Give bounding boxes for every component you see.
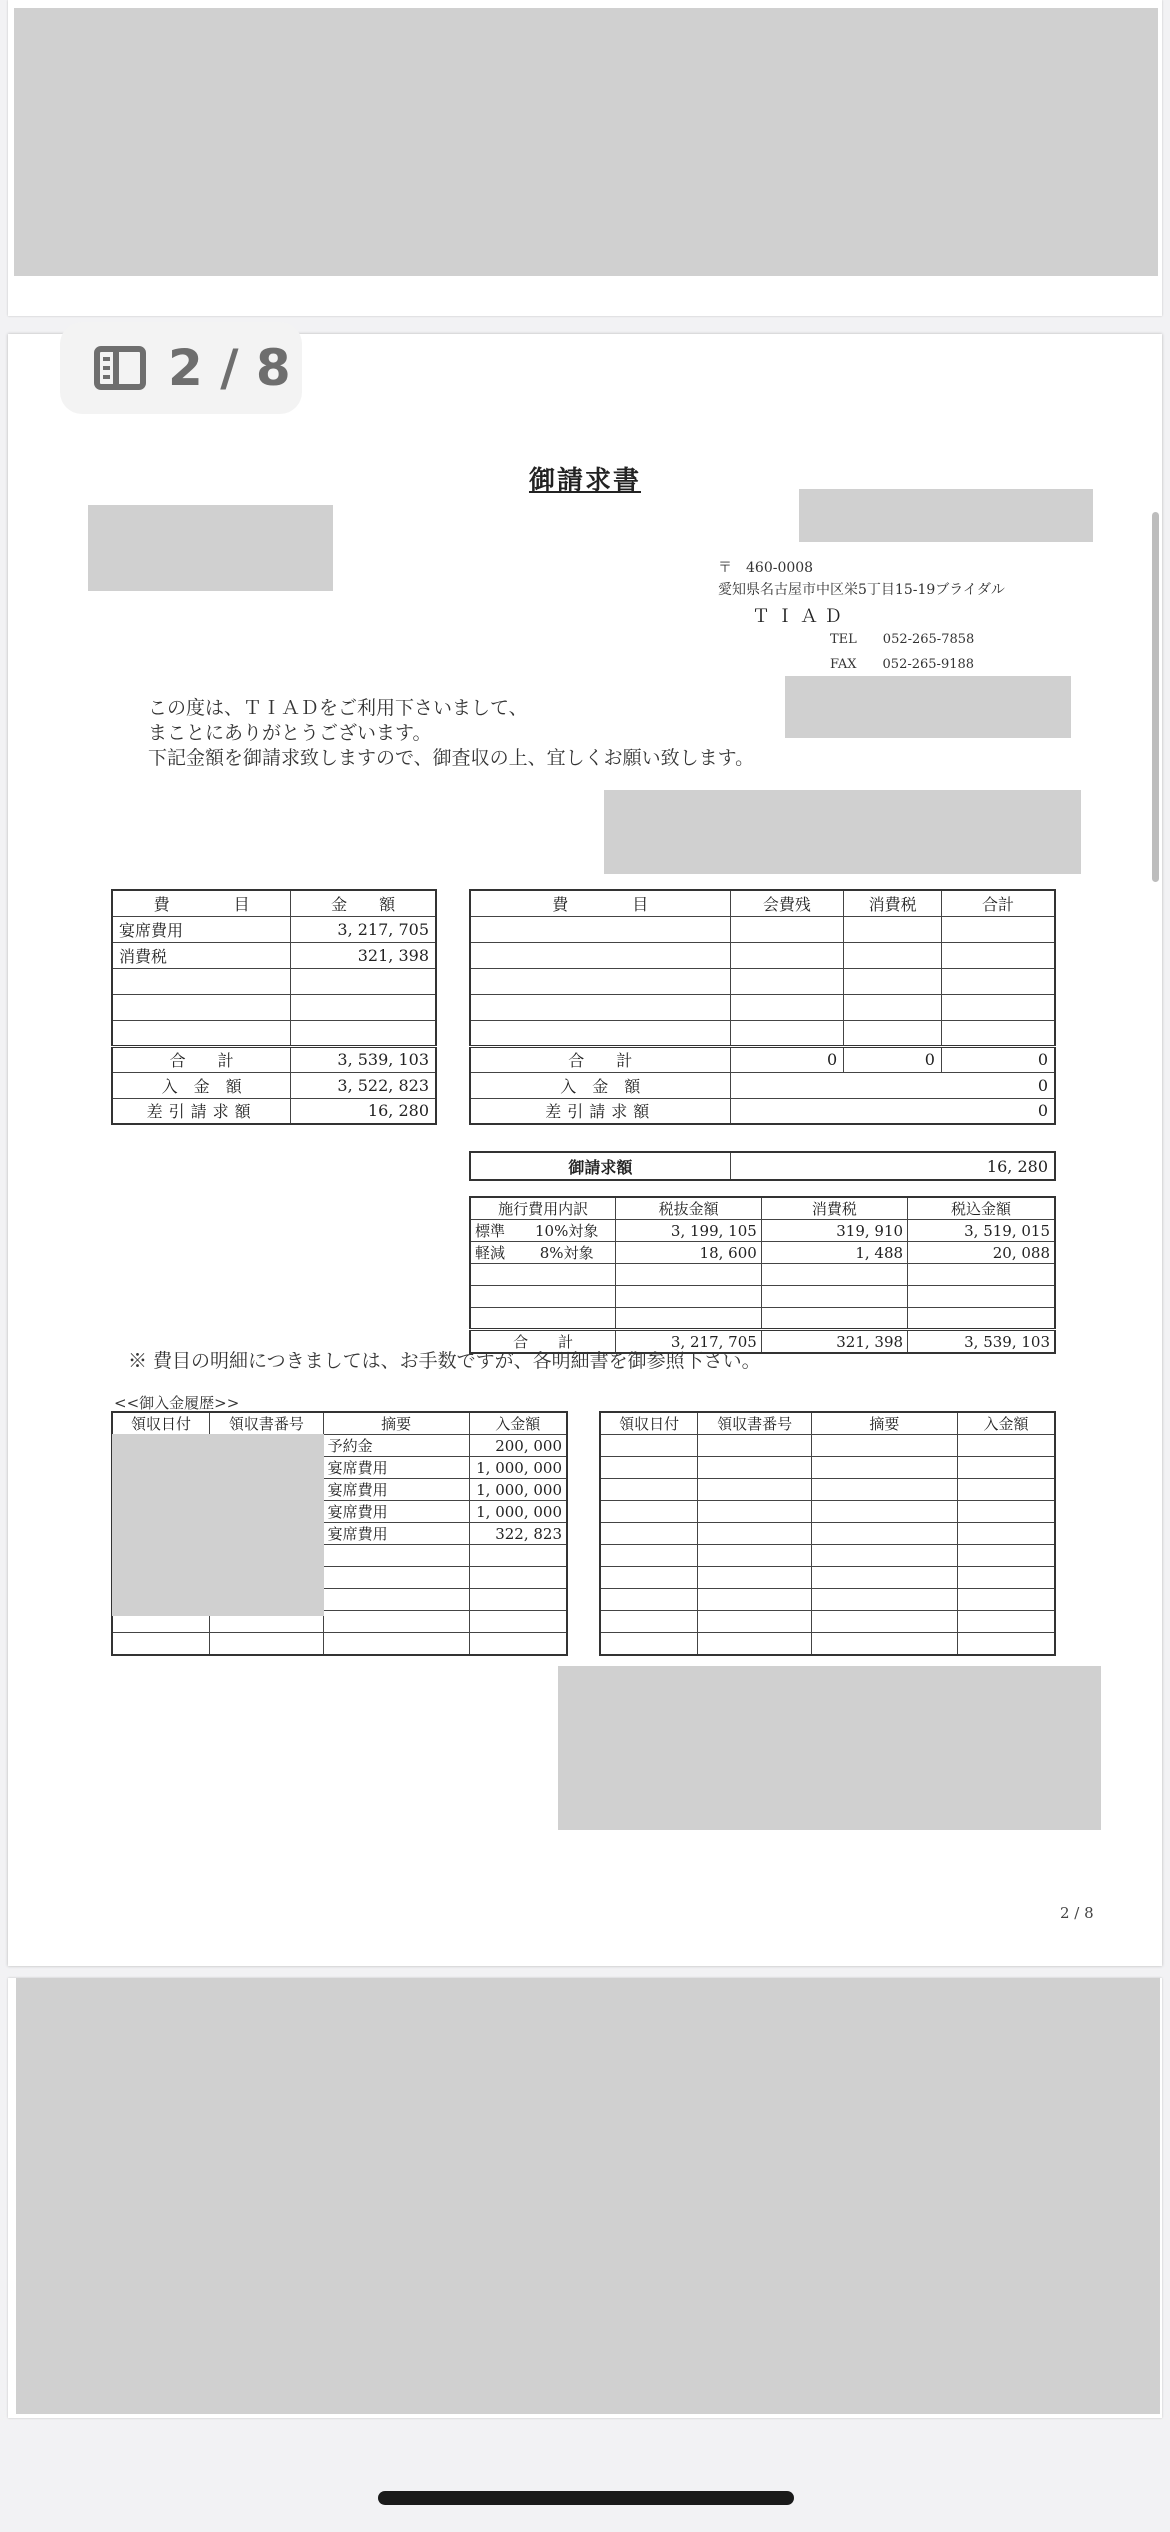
total-value: 3, 539, 103 [291,1046,436,1072]
table-row [470,968,1055,994]
summary-cell: 宴席費用 [323,1523,469,1545]
total-value: 3, 217, 705 [616,1330,761,1354]
summary-cell: 宴席費用 [323,1479,469,1501]
redacted-block [88,505,333,591]
header-cell: 領収書番号 [210,1412,324,1435]
redacted-block [16,1978,1160,2414]
payment-label: 入 金 額 [112,1072,291,1098]
scrollbar[interactable] [1152,512,1159,882]
cell [811,1611,957,1633]
amount-cell: 18, 600 [616,1242,761,1264]
cell [957,1633,1055,1655]
category-cell: 軽減 8%対象 [470,1242,616,1264]
greeting-line: この度は、ＴＩＡＤをご利用下さいまして、 [148,697,528,719]
table-row [112,968,436,994]
item-cell [112,994,291,1020]
table-row [470,1020,1055,1046]
cell [616,1308,761,1330]
table-row [112,942,436,968]
cell [698,1545,812,1567]
cell [941,968,1055,994]
cell [811,1501,957,1523]
cell [811,1523,957,1545]
table-row [112,1633,567,1655]
cell [470,968,730,994]
cell [698,1567,812,1589]
balance-row [112,1098,436,1124]
cell [844,942,942,968]
cell [600,1633,698,1655]
cell [600,1567,698,1589]
cell [210,1633,324,1655]
cell [698,1589,812,1611]
table-row [600,1633,1055,1655]
total-label: 合 計 [470,1330,616,1354]
cell [470,916,730,942]
greeting-text [148,696,754,771]
cell [600,1479,698,1501]
payment-value: 3, 522, 823 [291,1072,436,1098]
cell [470,1264,616,1286]
cell [761,1286,907,1308]
amount-cell [291,1020,436,1046]
balance-row [470,1098,1055,1124]
redacted-block [14,8,1158,276]
cell [698,1633,812,1655]
table-row [600,1523,1055,1545]
greeting-line: まことにありがとうございます。 [148,722,432,744]
balance-label: 差引請求額 [112,1098,291,1124]
cell [698,1479,812,1501]
table-row [600,1567,1055,1589]
summary-cell: 予約金 [323,1435,469,1457]
cell [908,1308,1055,1330]
redacted-block [785,676,1071,738]
cell [112,1633,210,1655]
cell [600,1523,698,1545]
cell [469,1611,567,1633]
header-cell: 入金額 [957,1412,1055,1435]
note-text: ※ 費目の明細につきましては、お手数ですが、各明細書を御参照下さい。 [128,1350,761,1372]
cell [698,1457,812,1479]
cell [761,1308,907,1330]
cell [469,1589,567,1611]
redacted-block [799,489,1093,542]
summary-cell: 宴席費用 [323,1457,469,1479]
total-value: 3, 539, 103 [908,1330,1055,1354]
item-cell [112,1020,291,1046]
total-row [112,1046,436,1072]
total-value: 0 [941,1046,1055,1072]
header-cell: 入金額 [469,1412,567,1435]
total-value: 321, 398 [761,1330,907,1354]
billing-summary-table [111,889,437,1125]
table-row [600,1545,1055,1567]
cell [844,916,942,942]
table-row [112,916,436,942]
cell [470,1020,730,1046]
header-cell: 摘要 [323,1412,469,1435]
cell [730,1020,844,1046]
header-cell: 消費税 [844,890,942,916]
cell [941,942,1055,968]
cell [811,1479,957,1501]
sidebar-toggle-icon [94,346,146,390]
cell [470,1308,616,1330]
cell [470,1286,616,1308]
cell [730,942,844,968]
header-cell: 税込金額 [908,1197,1055,1220]
header-cell: 摘要 [811,1412,957,1435]
document-title: 御請求書 [528,466,641,496]
amount-cell [291,968,436,994]
cell [323,1633,469,1655]
cell [957,1501,1055,1523]
table-row [600,1611,1055,1633]
cell [844,968,942,994]
cell [600,1545,698,1567]
cell [844,1020,942,1046]
amount-cell: 319, 910 [761,1220,907,1242]
table-row [470,1286,1055,1308]
payment-row [112,1072,436,1098]
header-cell: 合計 [941,890,1055,916]
table-row [600,1501,1055,1523]
membership-summary-table [469,889,1056,1125]
cell [957,1457,1055,1479]
cell [730,994,844,1020]
cell [844,994,942,1020]
cell [761,1264,907,1286]
cell [957,1611,1055,1633]
redacted-block [558,1666,1101,1830]
tel-number: TEL 052-265-7858 [830,632,975,647]
amount-cell: 1, 000, 000 [469,1501,567,1523]
cell [730,968,844,994]
header-cell: 領収日付 [112,1412,210,1435]
payment-history-table-right [599,1411,1056,1656]
cell [698,1435,812,1457]
cell [469,1567,567,1589]
header-cell: 領収書番号 [698,1412,812,1435]
page-indicator-badge[interactable] [60,322,302,414]
cell [811,1567,957,1589]
amount-cell: 1, 000, 000 [469,1457,567,1479]
amount-cell: 3, 519, 015 [908,1220,1055,1242]
table-row [470,916,1055,942]
redacted-block [112,1434,324,1616]
invoice-amount-label: 御請求額 [470,1152,730,1180]
tax-breakdown-table [469,1196,1056,1354]
header-cell: 施行費用内訳 [470,1197,616,1220]
header-cell: 金 額 [291,890,436,916]
next-page [8,1978,1162,2418]
cell [600,1501,698,1523]
cell [941,994,1055,1020]
header-cell: 費 目 [112,890,291,916]
cell [323,1611,469,1633]
table-row [470,1242,1055,1264]
balance-label: 差引請求額 [470,1098,730,1124]
cell [730,916,844,942]
amount-cell: 1, 000, 000 [469,1479,567,1501]
balance-value: 16, 280 [291,1098,436,1124]
cell [600,1589,698,1611]
header-cell: 費 目 [470,890,730,916]
cell [616,1264,761,1286]
amount-cell: 3, 199, 105 [616,1220,761,1242]
total-value: 0 [844,1046,942,1072]
amount-cell: 200, 000 [469,1435,567,1457]
table-row [470,1264,1055,1286]
cell [957,1589,1055,1611]
header-cell: 税抜金額 [616,1197,761,1220]
table-row [600,1435,1055,1457]
cell [323,1545,469,1567]
invoice-amount-value: 16, 280 [730,1152,1055,1180]
cell [323,1567,469,1589]
amount-cell: 322, 823 [469,1523,567,1545]
payment-history-label: <<御入金履歴>> [114,1394,240,1412]
amount-cell: 20, 088 [908,1242,1055,1264]
table-row [600,1589,1055,1611]
header-cell: 会費残 [730,890,844,916]
cell [957,1523,1055,1545]
table-row [112,1020,436,1046]
cell [698,1501,812,1523]
header-cell: 領収日付 [600,1412,698,1435]
amount-cell: 3, 217, 705 [291,916,436,942]
cell [811,1545,957,1567]
total-label: 合 計 [112,1046,291,1072]
total-row [470,1046,1055,1072]
cell [957,1479,1055,1501]
cell [941,1020,1055,1046]
total-value: 0 [730,1046,844,1072]
redacted-block [604,790,1081,874]
cell [957,1435,1055,1457]
category-cell: 標準 10%対象 [470,1220,616,1242]
cell [600,1435,698,1457]
table-row [600,1457,1055,1479]
header-cell: 消費税 [761,1197,907,1220]
table-row [600,1479,1055,1501]
total-label: 合 計 [470,1046,730,1072]
greeting-line: 下記金額を御請求致しますので、御査収の上、宜しくお願い致します。 [148,747,755,769]
payment-value: 0 [730,1072,1055,1098]
payment-row [470,1072,1055,1098]
fax-number: FAX 052-265-9188 [830,657,975,672]
cell [600,1611,698,1633]
table-row [470,1308,1055,1330]
cell [811,1435,957,1457]
previous-page [8,0,1162,316]
postal-code: 〒 460-0008 [718,560,814,576]
cell [469,1633,567,1655]
amount-cell [291,994,436,1020]
item-cell: 消費税 [112,942,291,968]
cell [908,1264,1055,1286]
cell [957,1567,1055,1589]
cell [908,1286,1055,1308]
page-indicator-text: 2 / 8 [168,339,291,397]
address: 愛知県名古屋市中区栄5丁目15-19ブライダル [718,582,1005,598]
item-cell [112,968,291,994]
cell [811,1589,957,1611]
table-row [112,994,436,1020]
cell [600,1457,698,1479]
payment-label: 入 金 額 [470,1072,730,1098]
cell [470,994,730,1020]
home-indicator[interactable] [378,2491,794,2505]
cell [470,942,730,968]
table-row [470,942,1055,968]
table-row [470,994,1055,1020]
cell [957,1545,1055,1567]
cell [811,1457,957,1479]
footer-page-number: 2 / 8 [1060,1904,1094,1922]
cell [469,1545,567,1567]
amount-cell: 1, 488 [761,1242,907,1264]
company-name: ＴＩＡＤ [752,606,848,627]
balance-value: 0 [730,1098,1055,1124]
cell [698,1523,812,1545]
cell [941,916,1055,942]
cell [698,1611,812,1633]
item-cell: 宴席費用 [112,916,291,942]
summary-cell: 宴席費用 [323,1501,469,1523]
invoice-amount-table [469,1151,1056,1181]
table-row [470,1220,1055,1242]
cell [811,1633,957,1655]
amount-cell: 321, 398 [291,942,436,968]
cell [616,1286,761,1308]
cell [323,1589,469,1611]
